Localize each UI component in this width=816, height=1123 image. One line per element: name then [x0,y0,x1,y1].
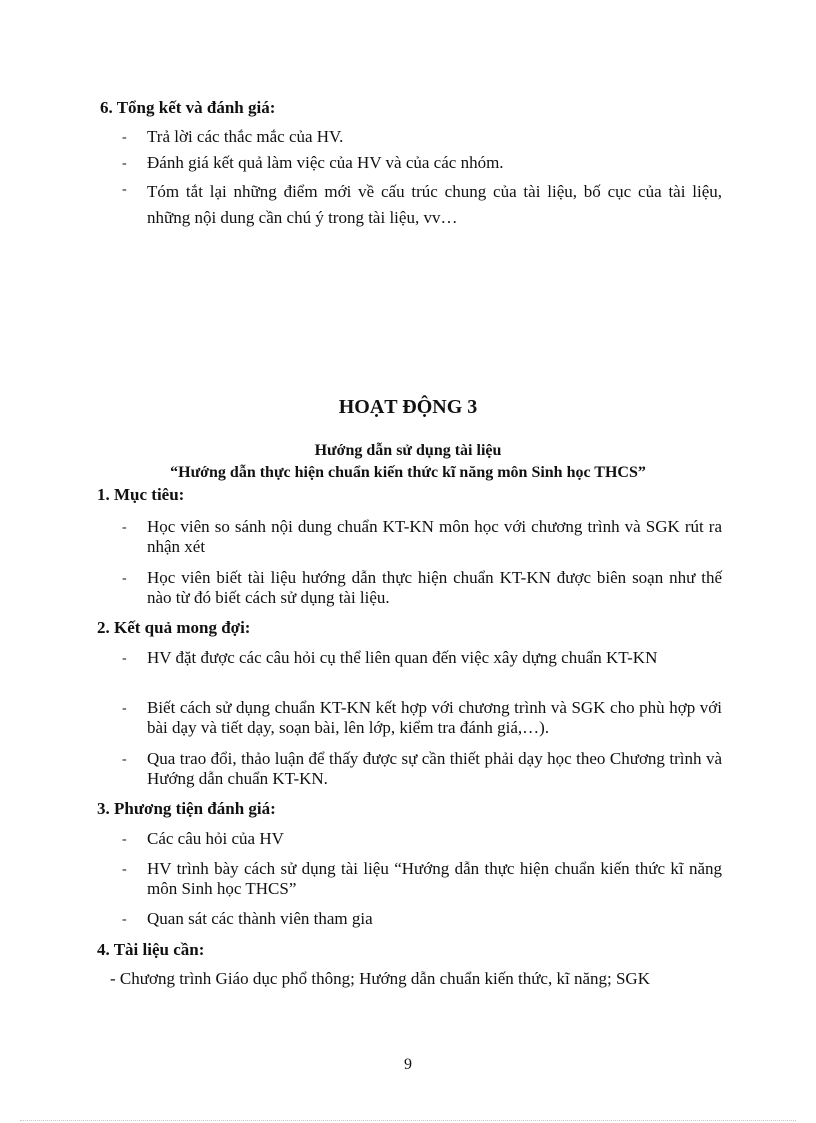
bullet-dash: - [122,701,127,716]
list-item-text: Đánh giá kết quả làm việc của HV và của các nhóm. [147,153,504,172]
section-4-body: - Chương trình Giáo dục phổ thông; Hướng dẫn chuẩn kiến thức, kĩ năng; SGK [110,969,650,988]
list-item-text: Các câu hỏi của HV [147,829,284,848]
bullet-dash: - [122,862,127,877]
list-item-text: Biết cách sử dụng chuẩn KT-KN kết hợp với chương trình và SGK cho phù hợp với bài dạy và tiết dạy, soạn bài, lên lớp, kiểm tra đánh giá,…). [147,698,722,737]
list-item [122,909,722,929]
activity-title: HOẠT ĐỘNG 3 [338,396,478,418]
list-item [122,153,722,173]
list-item-text: HV trình bày cách sử dụng tài liệu “Hướng dẫn thực hiện chuẩn kiến thức kĩ năng môn Sinh học THCS” [147,859,722,898]
bullet-dash: - [122,912,127,927]
bullet-dash: - [122,182,127,197]
list-item-text: Trả lời các thắc mắc của HV. [147,127,344,146]
list-item-text: Học viên so sánh nội dung chuẩn KT-KN môn học với chương trình và SGK rút ra nhận xét [147,517,722,556]
list-item [122,859,722,899]
list-item-text: Quan sát các thành viên tham gia [147,909,373,928]
bullet-dash: - [122,156,127,171]
bullet-dash: - [122,651,127,666]
bullet-dash: - [122,130,127,145]
list-item [122,568,722,608]
activity-subtitle: Hướng dẫn sử dụng tài liệu [314,442,502,459]
section-3-heading: 3. Phương tiện đánh giá: [97,799,276,818]
list-item [122,648,722,668]
list-item-text: Qua trao đổi, thảo luận để thấy được sự cần thiết phải dạy học theo Chương trình và Hướng dẫn chuẩn KT-KN. [147,749,722,788]
list-item-text: Học viên biết tài liệu hướng dẫn thực hiện chuẩn KT-KN được biên soạn như thế nào từ đó biết cách sử dụng tài liệu. [147,568,722,607]
list-item [122,127,722,147]
bullet-dash: - [122,571,127,586]
section-4-heading: 4. Tài liệu cần: [97,940,205,959]
page-number: 9 [404,1056,412,1073]
list-item-text: Tóm tắt lại những điểm mới về cấu trúc chung của tài liệu, bố cục của tài liệu, những nội dung cần chú ý trong tài liệu, vv… [147,182,722,227]
section-1-heading: 1. Mục tiêu: [97,485,185,504]
bullet-dash: - [122,520,127,535]
section-2-heading: 2. Kết quả mong đợi: [97,618,251,637]
section-6-heading: 6. Tổng kết và đánh giá: [100,98,276,117]
list-item-text: HV đặt được các câu hỏi cụ thể liên quan đến việc xây dựng chuẩn KT-KN [147,648,658,667]
list-item [122,829,722,849]
list-item [122,517,722,557]
bullet-dash: - [122,752,127,767]
list-item [122,698,722,738]
bullet-dash: - [122,832,127,847]
page-bottom-divider [20,1120,796,1121]
list-item [122,749,722,789]
list-item [122,179,722,231]
activity-document-title: “Hướng dẫn thực hiện chuẩn kiến thức kĩ năng môn Sinh học THCS” [170,464,646,481]
